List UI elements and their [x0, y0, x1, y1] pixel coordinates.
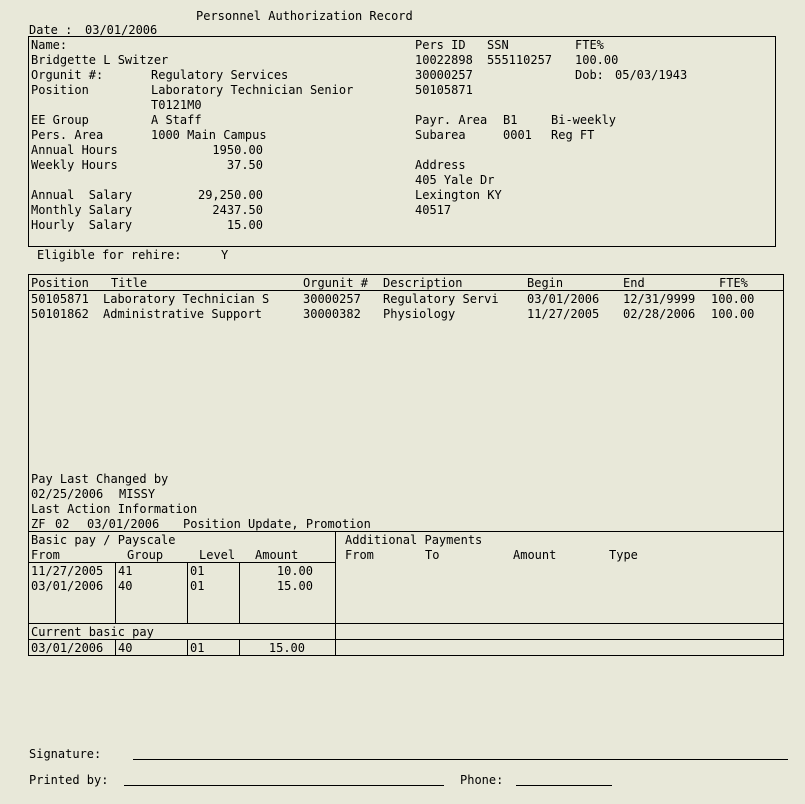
- employee-name: Bridgette L Switzer: [31, 53, 169, 67]
- annual-salary-value: 29,250.00: [197, 188, 263, 202]
- basic-pay-row-2-group: 40: [118, 579, 133, 593]
- ssn-value: 555110257: [487, 53, 553, 67]
- dob-label: Dob:: [575, 68, 604, 82]
- payr-area-label: Payr. Area: [415, 113, 488, 127]
- orgunit-id: 30000257: [415, 68, 473, 82]
- current-pay-col-line-2: [187, 639, 188, 656]
- basic-pay-bottom-line: [28, 623, 784, 624]
- orgunit-label: Orgunit #:: [31, 68, 104, 82]
- basic-pay-row-1-amount: 10.00: [276, 564, 313, 578]
- name-label: Name:: [31, 38, 68, 52]
- basic-pay-row-1-group: 41: [118, 564, 133, 578]
- current-pay-col-line-3: [239, 639, 240, 656]
- address-line2: Lexington KY: [415, 188, 502, 202]
- positions-header-title: Title: [111, 276, 148, 290]
- weekly-hours-label: Weekly Hours: [31, 158, 118, 172]
- additional-payments-header-amount: Amount: [513, 548, 557, 562]
- positions-row-2-position: 50101862: [31, 307, 89, 321]
- fte-label: FTE%: [575, 38, 604, 52]
- basic-pay-col-line-2: [187, 562, 188, 623]
- annual-hours-value: 1950.00: [212, 143, 263, 157]
- monthly-salary-value: 2437.50: [212, 203, 263, 217]
- positions-row-2-end: 02/28/2006: [623, 307, 696, 321]
- pay-frequency: Bi-weekly: [551, 113, 617, 127]
- last-action-reason: 02: [55, 517, 70, 531]
- current-basic-pay-label: Current basic pay: [31, 625, 154, 639]
- current-basic-pay-from: 03/01/2006: [31, 641, 104, 655]
- ee-group-value: A Staff: [151, 113, 202, 127]
- pers-area-label: Pers. Area: [31, 128, 104, 142]
- last-action-type: ZF: [31, 517, 46, 531]
- signature-line[interactable]: [133, 759, 788, 760]
- positions-header-description: Description: [383, 276, 463, 290]
- basic-pay-row-1-from: 11/27/2005: [31, 564, 104, 578]
- signature-label: Signature:: [29, 747, 102, 761]
- positions-row-2-orgunit: 30000382: [303, 307, 361, 321]
- fte-value: 100.00: [575, 53, 619, 67]
- positions-row-1-title: Laboratory Technician S: [103, 292, 270, 306]
- current-basic-pay-group: 40: [118, 641, 133, 655]
- subarea-desc: Reg FT: [551, 128, 595, 142]
- positions-row-1-begin: 03/01/2006: [527, 292, 600, 306]
- address-line1: 405 Yale Dr: [415, 173, 495, 187]
- basic-pay-title: Basic pay / Payscale: [31, 533, 176, 547]
- positions-row-1-fte: 100.00: [711, 292, 755, 306]
- positions-row-2-fte: 100.00: [711, 307, 755, 321]
- basic-pay-row-2-level: 01: [190, 579, 205, 593]
- positions-row-1-orgunit: 30000257: [303, 292, 361, 306]
- basic-pay-row-2-amount: 15.00: [276, 579, 313, 593]
- pay-last-changed-date: 02/25/2006: [31, 487, 104, 501]
- positions-box: [28, 274, 784, 656]
- printed-by-line[interactable]: [124, 785, 444, 786]
- rehire-value: Y: [221, 248, 229, 262]
- positions-header-begin: Begin: [527, 276, 564, 290]
- positions-row-1-position: 50105871: [31, 292, 89, 306]
- pay-last-changed-user: MISSY: [119, 487, 156, 501]
- current-pay-col-line-1: [115, 639, 116, 656]
- additional-payments-title: Additional Payments: [345, 533, 483, 547]
- basic-pay-row-2-from: 03/01/2006: [31, 579, 104, 593]
- printed-by-label: Printed by:: [29, 773, 109, 787]
- positions-header-fte: FTE%: [719, 276, 748, 290]
- last-action-description: Position Update, Promotion: [183, 517, 371, 531]
- date-label: Date :: [29, 23, 73, 37]
- basic-pay-col-line-3: [239, 562, 240, 623]
- page-title: Personnel Authorization Record: [196, 9, 413, 23]
- positions-row-2-description: Physiology: [383, 307, 456, 321]
- pay-section-top-line: [28, 531, 784, 532]
- current-basic-pay-level: 01: [190, 641, 205, 655]
- positions-row-2-begin: 11/27/2005: [527, 307, 600, 321]
- basic-pay-row-1-level: 01: [190, 564, 205, 578]
- position-code: T0121M0: [151, 98, 202, 112]
- positions-header-orgunit: Orgunit #: [303, 276, 369, 290]
- additional-payments-header-to: To: [425, 548, 440, 562]
- hourly-salary-label: Hourly Salary: [31, 218, 133, 232]
- address-line3: 40517: [415, 203, 452, 217]
- monthly-salary-label: Monthly Salary: [31, 203, 133, 217]
- subarea-label: Subarea: [415, 128, 466, 142]
- pay-last-changed-label: Pay Last Changed by: [31, 472, 169, 486]
- positions-header-end: End: [623, 276, 645, 290]
- additional-payments-header-from: From: [345, 548, 374, 562]
- position-value: Laboratory Technician Senior: [151, 83, 354, 97]
- ee-group-label: EE Group: [31, 113, 89, 127]
- last-action-label: Last Action Information: [31, 502, 198, 516]
- basic-pay-header-from: From: [31, 548, 60, 562]
- dob-value: 05/03/1943: [615, 68, 688, 82]
- subarea-value: 0001: [503, 128, 532, 142]
- weekly-hours-value: 37.50: [226, 158, 263, 172]
- positions-row-1-description: Regulatory Servi: [383, 292, 499, 306]
- rehire-label: Eligible for rehire:: [37, 248, 182, 262]
- positions-row-2-title: Administrative Support: [103, 307, 262, 321]
- pers-area-value: 1000 Main Campus: [151, 128, 267, 142]
- annual-salary-label: Annual Salary: [31, 188, 133, 202]
- pers-id-value: 10022898: [415, 53, 473, 67]
- orgunit-value: Regulatory Services: [151, 68, 289, 82]
- address-label: Address: [415, 158, 466, 172]
- position-label: Position: [31, 83, 89, 97]
- current-basic-pay-amount: 15.00: [268, 641, 305, 655]
- basic-pay-header-group: Group: [127, 548, 164, 562]
- phone-line[interactable]: [516, 785, 612, 786]
- positions-header-position: Position: [31, 276, 89, 290]
- ssn-label: SSN: [487, 38, 509, 52]
- payr-area-value: B1: [503, 113, 518, 127]
- phone-label: Phone:: [460, 773, 504, 787]
- positions-row-1-end: 12/31/9999: [623, 292, 696, 306]
- annual-hours-label: Annual Hours: [31, 143, 118, 157]
- last-action-date: 03/01/2006: [87, 517, 160, 531]
- position-id: 50105871: [415, 83, 473, 97]
- basic-pay-header-level: Level: [199, 548, 236, 562]
- basic-pay-header-amount: Amount: [255, 548, 299, 562]
- hourly-salary-value: 15.00: [226, 218, 263, 232]
- pers-id-label: Pers ID: [415, 38, 466, 52]
- pay-section-divider: [335, 531, 336, 656]
- basic-pay-col-line-1: [115, 562, 116, 623]
- date-value: 03/01/2006: [85, 23, 158, 37]
- additional-payments-header-type: Type: [609, 548, 638, 562]
